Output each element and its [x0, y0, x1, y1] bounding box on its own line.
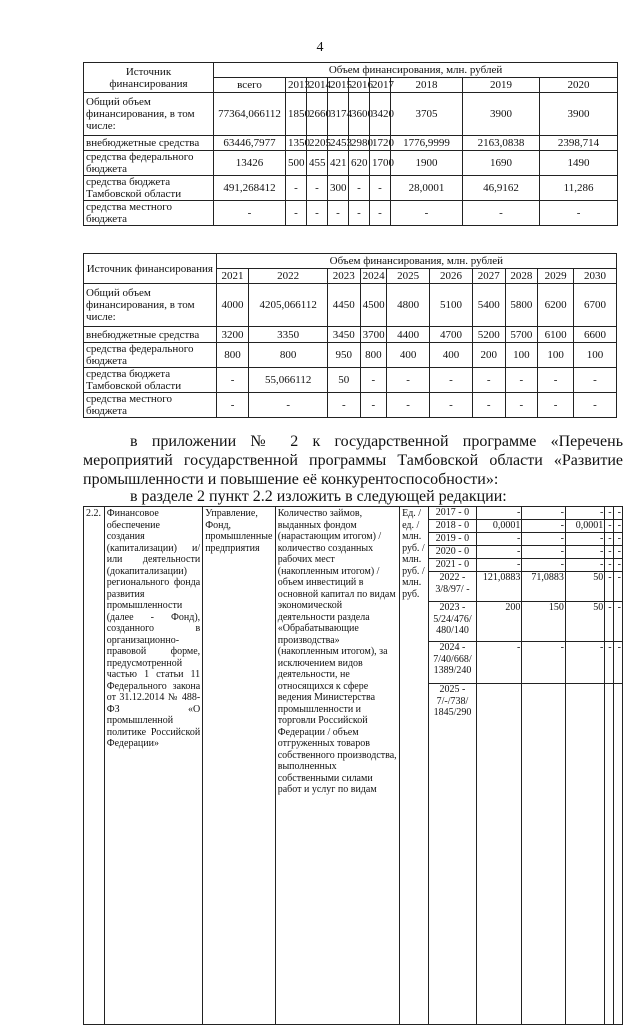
amount-cell: - — [605, 559, 613, 572]
indicator: Количество займов, выданных фондом (нарастающим итогом) / количество созданных рабочих мест (накопленным итогом) / объем инвестиций в основной капитал по видам экономической деятельности раздела «Обрабатывающие производства» (накопленным итогом), за исключением видов деятельности, не относящихся к сфере ведения Министерства промышленности и торговли Российской Федерации / объем отгруженных товаров собственного производства, выполненных собственными силами работ и услуг по видам — [275, 507, 399, 1025]
row-label: средства бюджета Тамбовской области — [84, 176, 214, 201]
page-number: 4 — [316, 40, 324, 55]
amount-cell: - — [613, 602, 622, 642]
table-cell: 620 — [349, 151, 370, 176]
column-header: 2025 — [387, 269, 430, 284]
column-header: 2013 — [286, 78, 307, 93]
column-header: 2014 — [307, 78, 328, 93]
table-cell: - — [307, 201, 328, 226]
table-cell: - — [538, 368, 574, 393]
amount-cell: - — [613, 533, 622, 546]
table-cell: 300 — [328, 176, 349, 201]
table-cell: 3450 — [327, 327, 360, 343]
amount-cell: 0,0001 — [476, 520, 522, 533]
table-cell: 55,066112 — [249, 368, 328, 393]
amount-cell: - — [565, 559, 604, 572]
amount-cell: 50 — [565, 572, 604, 602]
table-cell: - — [286, 201, 307, 226]
table-cell: - — [430, 368, 473, 393]
row-label: средства местного бюджета — [84, 201, 214, 226]
table-cell: 455 — [307, 151, 328, 176]
table-cell: 5200 — [472, 327, 505, 343]
amount-cell: 71,0883 — [522, 572, 566, 602]
table-cell: 77364,066112 — [214, 93, 286, 136]
table-row — [84, 343, 617, 368]
table-cell: 1350 — [286, 136, 307, 151]
column-header: 2020 — [540, 78, 618, 93]
table-cell: 5400 — [472, 284, 505, 327]
year-value: 2023 - 5/24/476/ 480/140 — [429, 602, 477, 642]
year-row — [84, 507, 623, 520]
table-row — [84, 201, 618, 226]
amount-cell: - — [605, 507, 613, 520]
table-cell: - — [328, 201, 349, 226]
table-row — [84, 136, 618, 151]
table-cell: - — [505, 393, 538, 418]
source-header: Источник финансирования — [84, 63, 214, 93]
column-header: всего — [214, 78, 286, 93]
table-cell: 4000 — [216, 284, 249, 327]
year-value: 2018 - 0 — [429, 520, 477, 533]
amount-cell: 200 — [476, 602, 522, 642]
amount-cell — [565, 684, 604, 1025]
amount-cell: - — [605, 642, 613, 684]
amount-cell: - — [565, 507, 604, 520]
unit: Ед. / ед. / млн. руб. / млн. руб. / млн. руб. — [400, 507, 429, 1025]
table-cell: - — [216, 393, 249, 418]
column-header: 2024 — [360, 269, 387, 284]
volume-header: Объем финансирования, млн. рублей — [216, 254, 616, 269]
column-header: 2023 — [327, 269, 360, 284]
table-row — [84, 93, 618, 136]
table-cell: 491,268412 — [214, 176, 286, 201]
table-row — [84, 176, 618, 201]
table-cell: 200 — [472, 343, 505, 368]
amount-cell: - — [476, 533, 522, 546]
year-value: 2021 - 0 — [429, 559, 477, 572]
amount-cell — [522, 684, 566, 1025]
table-cell: 4500 — [360, 284, 387, 327]
table-cell: 800 — [249, 343, 328, 368]
amount-cell: - — [605, 572, 613, 602]
table-cell: 46,9162 — [463, 176, 540, 201]
amount-cell: - — [522, 642, 566, 684]
column-header: 2026 — [430, 269, 473, 284]
table-cell: - — [391, 201, 463, 226]
table-row — [84, 393, 617, 418]
table-cell: 6600 — [573, 327, 616, 343]
table-cell: 4205,066112 — [249, 284, 328, 327]
amount-cell: 50 — [565, 602, 604, 642]
table-cell: 1776,9999 — [391, 136, 463, 151]
table-cell: 3420 — [370, 93, 391, 136]
table-cell: 3174 — [328, 93, 349, 136]
table-cell: - — [216, 368, 249, 393]
amount-cell: - — [613, 546, 622, 559]
table-cell: - — [505, 368, 538, 393]
table-cell: - — [370, 176, 391, 201]
table-cell: 400 — [387, 343, 430, 368]
table-cell: 3900 — [463, 93, 540, 136]
table-cell: - — [349, 176, 370, 201]
table-cell: 5800 — [505, 284, 538, 327]
table-cell: 100 — [573, 343, 616, 368]
measure-name — [104, 507, 202, 1025]
table-cell: 6700 — [573, 284, 616, 327]
year-value: 2022 - 3/8/97/ - — [429, 572, 477, 602]
table-cell: 950 — [327, 343, 360, 368]
table-cell: - — [472, 393, 505, 418]
amount-cell: 150 — [522, 602, 566, 642]
amount-cell: - — [565, 642, 604, 684]
year-value: 2019 - 0 — [429, 533, 477, 546]
table-cell: 5100 — [430, 284, 473, 327]
year-value: 2017 - 0 — [429, 507, 477, 520]
amount-cell: - — [605, 533, 613, 546]
table-cell: 2163,0838 — [463, 136, 540, 151]
table-cell: 5700 — [505, 327, 538, 343]
table-cell: 4400 — [387, 327, 430, 343]
table-cell: - — [349, 201, 370, 226]
amount-cell: - — [476, 507, 522, 520]
table-cell: 2205 — [307, 136, 328, 151]
amount-cell: - — [613, 572, 622, 602]
table-cell: 4700 — [430, 327, 473, 343]
column-header: 2017 — [370, 78, 391, 93]
table-cell: - — [573, 393, 616, 418]
table-cell: - — [573, 368, 616, 393]
table-cell: 11,286 — [540, 176, 618, 201]
table-cell: - — [463, 201, 540, 226]
measure-name-text: Финансовое обеспечение создания (капитализации) и/или деятельности (докапитализации) регионального фонда развития промышленности (далее - Фонд), созданного в организационно-правовой форме, предусмотренной частью 1 статьи 11 Федерального закона от 31.12.2014 № 488-ФЗ «О промышленной политике Российской Федерации» — [106, 508, 201, 749]
table-cell: 500 — [286, 151, 307, 176]
table-cell: 1720 — [370, 136, 391, 151]
column-header: 2030 — [573, 269, 616, 284]
table-cell: 400 — [430, 343, 473, 368]
table-cell: - — [249, 393, 328, 418]
row-label: средства бюджета Тамбовской области — [84, 368, 217, 393]
row-label: средства федерального бюджета — [84, 151, 214, 176]
table-cell: - — [327, 393, 360, 418]
executor: Управление, Фонд, промышленные предприятия — [203, 507, 276, 1025]
table-cell: - — [307, 176, 328, 201]
table-cell: - — [472, 368, 505, 393]
column-header: 2029 — [538, 269, 574, 284]
table-cell: 800 — [216, 343, 249, 368]
table-cell: 800 — [360, 343, 387, 368]
table-cell: - — [286, 176, 307, 201]
amount-cell: - — [613, 559, 622, 572]
table-cell: 2980 — [349, 136, 370, 151]
amount-cell: - — [476, 642, 522, 684]
table-cell: 421 — [328, 151, 349, 176]
table-cell: 4450 — [327, 284, 360, 327]
table-row — [84, 368, 617, 393]
item-number: 2.2. — [84, 507, 105, 1025]
row-label: внебюджетные средства — [84, 327, 217, 343]
amount-cell: - — [613, 507, 622, 520]
table-cell: 2398,714 — [540, 136, 618, 151]
table-row — [84, 284, 617, 327]
amount-cell: - — [613, 642, 622, 684]
table-cell: - — [387, 393, 430, 418]
table-cell: 3600 — [349, 93, 370, 136]
column-header: 2028 — [505, 269, 538, 284]
table-cell: 3700 — [360, 327, 387, 343]
table-cell: 100 — [505, 343, 538, 368]
column-header: 2019 — [463, 78, 540, 93]
row-label: средства местного бюджета — [84, 393, 217, 418]
row-label: Общий объем финансирования, в том числе: — [84, 284, 217, 327]
table-cell: - — [370, 201, 391, 226]
amount-cell: - — [522, 520, 566, 533]
table-cell: 4800 — [387, 284, 430, 327]
amount-cell: 0,0001 — [565, 520, 604, 533]
table-cell: - — [214, 201, 286, 226]
source-header: Источник финансирования — [84, 254, 217, 284]
table-cell: 6100 — [538, 327, 574, 343]
section-paragraph: в разделе 2 пункт 2.2 изложить в следующей редакции: — [130, 488, 507, 505]
amount-cell: - — [565, 533, 604, 546]
table-cell: - — [360, 368, 387, 393]
column-header: 2018 — [391, 78, 463, 93]
table-cell: 1700 — [370, 151, 391, 176]
table-cell: 100 — [538, 343, 574, 368]
amount-cell: 121,0883 — [476, 572, 522, 602]
table-cell: - — [430, 393, 473, 418]
program-measure-table — [83, 506, 623, 1025]
volume-header: Объем финансирования, млн. рублей — [214, 63, 618, 78]
column-header: 2027 — [472, 269, 505, 284]
amount-cell — [605, 684, 613, 1025]
table-row — [84, 327, 617, 343]
table-cell: - — [538, 393, 574, 418]
amount-cell: - — [522, 533, 566, 546]
table-cell: 3200 — [216, 327, 249, 343]
column-header: 2021 — [216, 269, 249, 284]
table-cell: 1690 — [463, 151, 540, 176]
table-cell: 28,0001 — [391, 176, 463, 201]
amount-cell — [476, 684, 522, 1025]
table-cell: 3705 — [391, 93, 463, 136]
column-header: 2022 — [249, 269, 328, 284]
table-cell: 6200 — [538, 284, 574, 327]
amount-cell: - — [522, 559, 566, 572]
table-cell: 1490 — [540, 151, 618, 176]
table-cell: 2453 — [328, 136, 349, 151]
amount-cell: - — [613, 520, 622, 533]
table-cell: - — [387, 368, 430, 393]
row-label: внебюджетные средства — [84, 136, 214, 151]
table-cell: 13426 — [214, 151, 286, 176]
column-header: 2015 — [328, 78, 349, 93]
year-value: 2020 - 0 — [429, 546, 477, 559]
amount-cell: - — [565, 546, 604, 559]
table-cell: 1900 — [391, 151, 463, 176]
financing-table-2021-2030 — [83, 253, 617, 418]
amount-cell: - — [476, 546, 522, 559]
table-cell: 3900 — [540, 93, 618, 136]
amount-cell: - — [522, 507, 566, 520]
amount-cell: - — [605, 520, 613, 533]
amount-cell: - — [522, 546, 566, 559]
table-cell: 63446,7977 — [214, 136, 286, 151]
table-cell: 50 — [327, 368, 360, 393]
table-cell: 2660 — [307, 93, 328, 136]
table-cell: 1850 — [286, 93, 307, 136]
financing-table-2013-2020 — [83, 62, 618, 226]
amount-cell: - — [605, 546, 613, 559]
amount-cell: - — [605, 602, 613, 642]
year-value: 2024 - 7/40/668/ 1389/240 — [429, 642, 477, 684]
table-cell: 3350 — [249, 327, 328, 343]
column-header: 2016 — [349, 78, 370, 93]
row-label: Общий объем финансирования, в том числе: — [84, 93, 214, 136]
amount-cell: - — [476, 559, 522, 572]
appendix-paragraph: в приложении № 2 к государственной программе «Перечень мероприятий государственной программы Тамбовской области «Развитие промышленности и повышение её конкурентоспособности»: — [83, 433, 623, 488]
table-cell: - — [360, 393, 387, 418]
table-cell: - — [540, 201, 618, 226]
row-label: средства федерального бюджета — [84, 343, 217, 368]
amount-cell — [613, 684, 622, 1025]
year-value: 2025 - 7/-/738/ 1845/290 — [429, 684, 477, 1025]
table-row — [84, 151, 618, 176]
